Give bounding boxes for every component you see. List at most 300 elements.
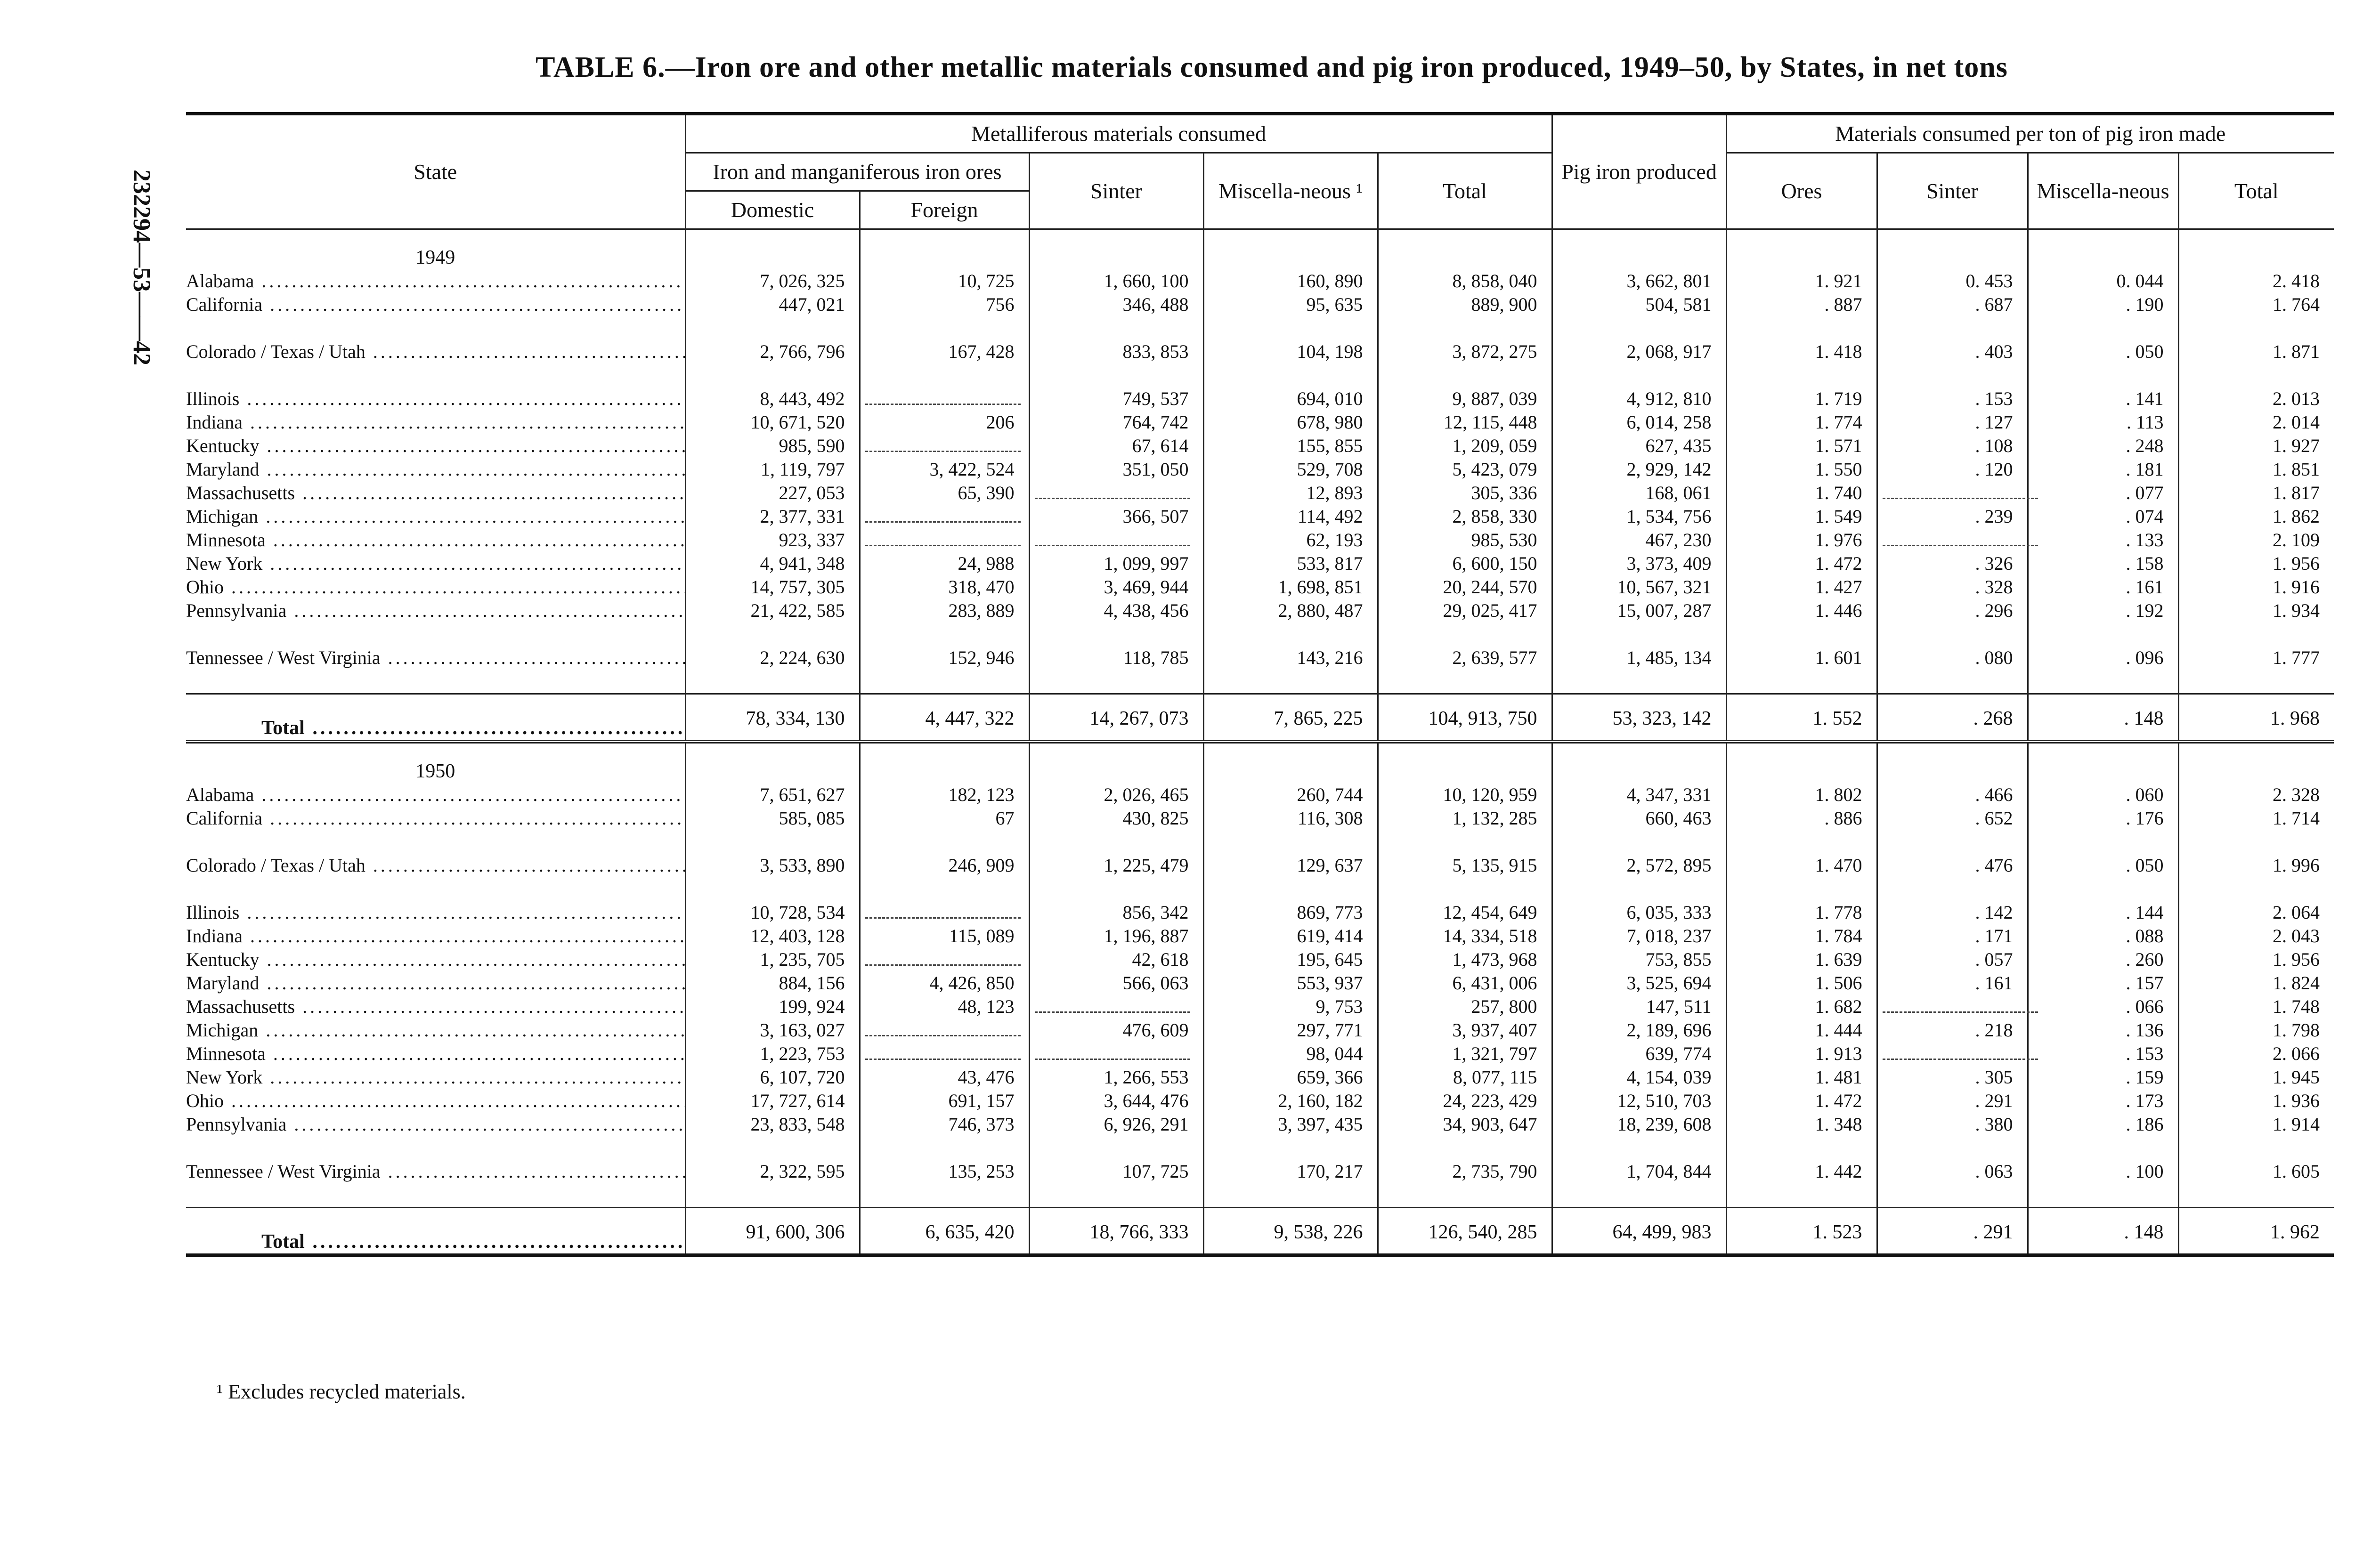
cell-sinter: 749, 537 [1029, 387, 1203, 411]
cell-foreign: 167, 428 [860, 316, 1029, 387]
cell-misc: 553, 937 [1203, 971, 1378, 995]
cell-total2: 2. 328 [2178, 783, 2334, 807]
cell-sinter2: . 476 [1877, 830, 2028, 901]
empty-cell-dashes [865, 1059, 1021, 1060]
cell-pig: 168, 061 [1552, 481, 1726, 505]
header-metalliferous: Metalliferous materials consumed [685, 114, 1552, 153]
cell-misc: 694, 010 [1203, 387, 1378, 411]
table-title: TABLE 6.—Iron ore and other metallic materials consumed and pig iron produced, 1949–50, by States, in net tons [536, 51, 2008, 83]
table-row [186, 434, 2334, 458]
cell-foreign: 43, 476 [860, 1066, 1029, 1089]
cell-domestic: 1, 119, 797 [685, 458, 860, 481]
cell-misc: 116, 308 [1203, 807, 1378, 830]
cell-sinter2: . 063 [1877, 1136, 2028, 1208]
cell-sinter2: . 161 [1877, 971, 2028, 995]
cell-total: 5, 135, 915 [1378, 830, 1552, 901]
cell-total2: 2. 014 [2178, 411, 2334, 434]
cell-misc: 129, 637 [1203, 830, 1378, 901]
cell-total: 1, 321, 797 [1378, 1042, 1552, 1066]
cell-ores: 1. 446 [1726, 599, 1877, 622]
cell-total2: 1. 996 [2178, 830, 2334, 901]
cell-misc: 678, 980 [1203, 411, 1378, 434]
cell-misc2: . 159 [2028, 1066, 2178, 1089]
cell-foreign: 24, 988 [860, 552, 1029, 575]
cell-misc: 1, 698, 851 [1203, 575, 1378, 599]
state-name: Indiana ..... [186, 411, 685, 434]
cell-sinter2: . 380 [1877, 1113, 2028, 1136]
cell-sinter: 1, 196, 887 [1029, 924, 1203, 948]
total-cell-domestic: 91, 600, 306 [685, 1208, 860, 1255]
cell-ores: 1. 481 [1726, 1066, 1877, 1089]
total-cell-total2: 1. 968 [2178, 694, 2334, 742]
cell-misc: 260, 744 [1203, 783, 1378, 807]
table-row [186, 269, 2334, 293]
cell-misc: 95, 635 [1203, 293, 1378, 316]
cell-ores: 1. 472 [1726, 1089, 1877, 1113]
cell-total: 889, 900 [1378, 293, 1552, 316]
cell-total2: 1. 824 [2178, 971, 2334, 995]
cell-total2: 1. 956 [2178, 552, 2334, 575]
cell-misc: 9, 753 [1203, 995, 1378, 1018]
cell-foreign: 746, 373 [860, 1113, 1029, 1136]
total-cell-domestic: 78, 334, 130 [685, 694, 860, 742]
total-cell-sinter2: . 291 [1877, 1208, 2028, 1255]
table-row [186, 1066, 2334, 1089]
state-name: Colorado / Texas / Utah ..... [186, 316, 685, 387]
cell-misc: 160, 890 [1203, 269, 1378, 293]
cell-total2: 2. 013 [2178, 387, 2334, 411]
cell-total: 9, 887, 039 [1378, 387, 1552, 411]
total-cell-sinter2: . 268 [1877, 694, 2028, 742]
cell-sinter2: . 291 [1877, 1089, 2028, 1113]
header-ores: Ores [1726, 153, 1877, 229]
cell-misc2: . 176 [2028, 807, 2178, 830]
cell-pig: 6, 014, 258 [1552, 411, 1726, 434]
cell-sinter2: . 108 [1877, 434, 2028, 458]
cell-total2: 1. 927 [2178, 434, 2334, 458]
cell-domestic: 199, 924 [685, 995, 860, 1018]
cell-foreign: 206 [860, 411, 1029, 434]
cell-sinter [1029, 481, 1203, 505]
state-name: Indiana ..... [186, 924, 685, 948]
cell-pig: 4, 912, 810 [1552, 387, 1726, 411]
table-row [186, 1113, 2334, 1136]
table-row [186, 552, 2334, 575]
cell-total2: 1. 605 [2178, 1136, 2334, 1208]
table-row [186, 807, 2334, 830]
cell-domestic: 2, 224, 630 [685, 622, 860, 694]
cell-total2: 1. 777 [2178, 622, 2334, 694]
table-row [186, 995, 2334, 1018]
cell-sinter2: . 127 [1877, 411, 2028, 434]
cell-misc2: . 192 [2028, 599, 2178, 622]
cell-ores: 1. 719 [1726, 387, 1877, 411]
cell-pig: 6, 035, 333 [1552, 901, 1726, 924]
year-label: 1949 [415, 247, 455, 268]
cell-pig: 12, 510, 703 [1552, 1089, 1726, 1113]
state-name: Tennessee / West Virginia ..... [186, 622, 685, 694]
cell-ores: 1. 802 [1726, 783, 1877, 807]
cell-domestic: 3, 533, 890 [685, 830, 860, 901]
header-foreign: Foreign [860, 191, 1029, 229]
header-sinter-per-ton: Sinter [1877, 153, 2028, 229]
total-cell-total: 104, 913, 750 [1378, 694, 1552, 742]
cell-total: 6, 431, 006 [1378, 971, 1552, 995]
cell-pig: 7, 018, 237 [1552, 924, 1726, 948]
cell-foreign: 182, 123 [860, 783, 1029, 807]
state-name: Pennsylvania ..... [186, 1113, 685, 1136]
cell-pig: 3, 373, 409 [1552, 552, 1726, 575]
cell-sinter2: . 296 [1877, 599, 2028, 622]
cell-ores: 1. 348 [1726, 1113, 1877, 1136]
total-cell-foreign: 6, 635, 420 [860, 1208, 1029, 1255]
cell-sinter2: . 153 [1877, 387, 2028, 411]
cell-sinter: 1, 266, 553 [1029, 1066, 1203, 1089]
table-row [186, 1089, 2334, 1113]
cell-domestic: 2, 322, 595 [685, 1136, 860, 1208]
cell-misc: 170, 217 [1203, 1136, 1378, 1208]
cell-total: 2, 858, 330 [1378, 505, 1552, 528]
cell-pig: 15, 007, 287 [1552, 599, 1726, 622]
cell-misc: 2, 160, 182 [1203, 1089, 1378, 1113]
cell-pig: 147, 511 [1552, 995, 1726, 1018]
cell-misc2: . 190 [2028, 293, 2178, 316]
state-name: California ..... [186, 807, 685, 830]
cell-domestic: 17, 727, 614 [685, 1089, 860, 1113]
cell-misc: 297, 771 [1203, 1018, 1378, 1042]
cell-pig: 1, 534, 756 [1552, 505, 1726, 528]
table-row [186, 1042, 2334, 1066]
cell-pig: 2, 068, 917 [1552, 316, 1726, 387]
cell-sinter: 107, 725 [1029, 1136, 1203, 1208]
cell-sinter: 430, 825 [1029, 807, 1203, 830]
cell-sinter2: . 403 [1877, 316, 2028, 387]
state-name: New York ..... [186, 552, 685, 575]
cell-total: 2, 735, 790 [1378, 1136, 1552, 1208]
cell-misc: 533, 817 [1203, 552, 1378, 575]
table-row [186, 458, 2334, 481]
cell-misc2: . 074 [2028, 505, 2178, 528]
cell-ores: 1. 444 [1726, 1018, 1877, 1042]
cell-ores: 1. 639 [1726, 948, 1877, 971]
state-name: Michigan ..... [186, 1018, 685, 1042]
cell-foreign [860, 948, 1029, 971]
cell-sinter2 [1877, 1042, 2028, 1066]
cell-total2: 2. 043 [2178, 924, 2334, 948]
cell-ores: 1. 784 [1726, 924, 1877, 948]
cell-total: 1, 132, 285 [1378, 807, 1552, 830]
cell-foreign [860, 1042, 1029, 1066]
table-row [186, 575, 2334, 599]
cell-sinter2: . 305 [1877, 1066, 2028, 1089]
empty-cell-dashes [865, 404, 1021, 405]
total-cell-pig: 53, 323, 142 [1552, 694, 1726, 742]
cell-sinter2: . 057 [1877, 948, 2028, 971]
cell-ores: 1. 442 [1726, 1136, 1877, 1208]
cell-misc2: . 050 [2028, 830, 2178, 901]
cell-sinter2: . 218 [1877, 1018, 2028, 1042]
printer-code: 232294—53——42 [128, 170, 155, 365]
table-row [186, 411, 2334, 434]
cell-sinter: 6, 926, 291 [1029, 1113, 1203, 1136]
cell-pig: 3, 662, 801 [1552, 269, 1726, 293]
cell-foreign [860, 505, 1029, 528]
cell-foreign: 3, 422, 524 [860, 458, 1029, 481]
cell-misc2: . 141 [2028, 387, 2178, 411]
cell-total2: 1. 748 [2178, 995, 2334, 1018]
cell-misc2: . 066 [2028, 995, 2178, 1018]
cell-misc: 155, 855 [1203, 434, 1378, 458]
header-domestic: Domestic [685, 191, 860, 229]
cell-ores: 1. 976 [1726, 528, 1877, 552]
state-name: Alabama ..... [186, 269, 685, 293]
cell-ores: 1. 921 [1726, 269, 1877, 293]
state-name: Kentucky ..... [186, 948, 685, 971]
total-cell-foreign: 4, 447, 322 [860, 694, 1029, 742]
cell-total2: 1. 714 [2178, 807, 2334, 830]
cell-sinter2: . 466 [1877, 783, 2028, 807]
cell-domestic: 7, 651, 627 [685, 783, 860, 807]
cell-total2: 1. 945 [2178, 1066, 2334, 1089]
cell-sinter2: . 171 [1877, 924, 2028, 948]
cell-misc: 195, 645 [1203, 948, 1378, 971]
empty-cell-dashes [865, 1035, 1021, 1036]
table-row [186, 1018, 2334, 1042]
empty-cell-dashes [1035, 1059, 1190, 1060]
cell-foreign [860, 434, 1029, 458]
cell-sinter2: . 687 [1877, 293, 2028, 316]
cell-misc2: . 100 [2028, 1136, 2178, 1208]
empty-cell-dashes [865, 521, 1021, 523]
cell-ores: . 887 [1726, 293, 1877, 316]
cell-misc2: . 096 [2028, 622, 2178, 694]
cell-domestic: 985, 590 [685, 434, 860, 458]
cell-total: 8, 077, 115 [1378, 1066, 1552, 1089]
cell-misc: 3, 397, 435 [1203, 1113, 1378, 1136]
cell-total: 305, 336 [1378, 481, 1552, 505]
empty-cell-dashes [1035, 498, 1190, 499]
state-name: Alabama ..... [186, 783, 685, 807]
total-cell-misc2: . 148 [2028, 694, 2178, 742]
cell-total2: 1. 817 [2178, 481, 2334, 505]
cell-sinter: 1, 099, 997 [1029, 552, 1203, 575]
header-state: State [186, 114, 685, 229]
state-name: Maryland ..... [186, 971, 685, 995]
total-cell-sinter: 18, 766, 333 [1029, 1208, 1203, 1255]
cell-sinter: 1, 660, 100 [1029, 269, 1203, 293]
state-name: New York ..... [186, 1066, 685, 1089]
cell-misc2: . 113 [2028, 411, 2178, 434]
cell-domestic: 3, 163, 027 [685, 1018, 860, 1042]
cell-sinter: 476, 609 [1029, 1018, 1203, 1042]
cell-sinter: 856, 342 [1029, 901, 1203, 924]
total-cell-misc: 9, 538, 226 [1203, 1208, 1378, 1255]
header-total-per-ton: Total [2178, 153, 2334, 229]
table-row [186, 783, 2334, 807]
cell-total: 257, 800 [1378, 995, 1552, 1018]
state-name: Ohio ..... [186, 1089, 685, 1113]
cell-domestic: 1, 235, 705 [685, 948, 860, 971]
cell-total: 8, 858, 040 [1378, 269, 1552, 293]
cell-total2: 2. 064 [2178, 901, 2334, 924]
table-row [186, 971, 2334, 995]
cell-domestic: 23, 833, 548 [685, 1113, 860, 1136]
cell-total: 3, 937, 407 [1378, 1018, 1552, 1042]
cell-domestic: 2, 377, 331 [685, 505, 860, 528]
cell-foreign: 115, 089 [860, 924, 1029, 948]
cell-total2: 1. 936 [2178, 1089, 2334, 1113]
cell-sinter [1029, 528, 1203, 552]
cell-domestic: 923, 337 [685, 528, 860, 552]
state-name: California ..... [186, 293, 685, 316]
state-name: Pennsylvania ..... [186, 599, 685, 622]
cell-ores: 1. 774 [1726, 411, 1877, 434]
cell-foreign: 756 [860, 293, 1029, 316]
empty-cell-dashes [865, 451, 1021, 452]
cell-domestic: 6, 107, 720 [685, 1066, 860, 1089]
cell-sinter2: . 080 [1877, 622, 2028, 694]
cell-sinter2: . 328 [1877, 575, 2028, 599]
header-pig-iron: Pig iron produced [1552, 114, 1726, 229]
total-cell-ores: 1. 552 [1726, 694, 1877, 742]
cell-misc: 143, 216 [1203, 622, 1378, 694]
cell-total: 6, 600, 150 [1378, 552, 1552, 575]
cell-sinter: 118, 785 [1029, 622, 1203, 694]
empty-cell-dashes [1883, 498, 2038, 499]
table-row [186, 293, 2334, 316]
cell-total2: 2. 418 [2178, 269, 2334, 293]
cell-domestic: 585, 085 [685, 807, 860, 830]
cell-foreign [860, 1018, 1029, 1042]
footnote: ¹ Excludes recycled materials. [217, 1380, 466, 1403]
cell-misc2: . 136 [2028, 1018, 2178, 1042]
cell-misc2: . 260 [2028, 948, 2178, 971]
cell-sinter: 3, 469, 944 [1029, 575, 1203, 599]
cell-sinter: 42, 618 [1029, 948, 1203, 971]
cell-total2: 2. 066 [2178, 1042, 2334, 1066]
empty-cell-dashes [1883, 545, 2038, 546]
cell-ores: 1. 682 [1726, 995, 1877, 1018]
cell-sinter: 351, 050 [1029, 458, 1203, 481]
table-row [186, 924, 2334, 948]
cell-domestic: 10, 728, 534 [685, 901, 860, 924]
table-row [186, 622, 2334, 694]
cell-domestic: 1, 223, 753 [685, 1042, 860, 1066]
empty-cell-dashes [1035, 545, 1190, 546]
cell-sinter [1029, 1042, 1203, 1066]
cell-pig: 3, 525, 694 [1552, 971, 1726, 995]
cell-total: 14, 334, 518 [1378, 924, 1552, 948]
total-row [186, 1208, 2334, 1255]
cell-sinter: 2, 026, 465 [1029, 783, 1203, 807]
cell-domestic: 12, 403, 128 [685, 924, 860, 948]
cell-total: 29, 025, 417 [1378, 599, 1552, 622]
cell-misc2: . 186 [2028, 1113, 2178, 1136]
cell-total2: 1. 851 [2178, 458, 2334, 481]
cell-ores: . 886 [1726, 807, 1877, 830]
cell-sinter: 366, 507 [1029, 505, 1203, 528]
cell-sinter2: 0. 453 [1877, 269, 2028, 293]
table-row [186, 387, 2334, 411]
cell-ores: 1. 549 [1726, 505, 1877, 528]
cell-sinter2: . 120 [1877, 458, 2028, 481]
cell-sinter: 833, 853 [1029, 316, 1203, 387]
cell-misc2: . 153 [2028, 1042, 2178, 1066]
cell-pig: 639, 774 [1552, 1042, 1726, 1066]
cell-total2: 1. 916 [2178, 575, 2334, 599]
state-name: Tennessee / West Virginia ..... [186, 1136, 685, 1208]
cell-foreign: 10, 725 [860, 269, 1029, 293]
cell-total: 1, 473, 968 [1378, 948, 1552, 971]
cell-foreign: 691, 157 [860, 1089, 1029, 1113]
cell-misc: 104, 198 [1203, 316, 1378, 387]
cell-pig: 504, 581 [1552, 293, 1726, 316]
cell-misc: 869, 773 [1203, 901, 1378, 924]
cell-misc2: . 060 [2028, 783, 2178, 807]
cell-sinter: 764, 742 [1029, 411, 1203, 434]
cell-misc2: . 248 [2028, 434, 2178, 458]
total-label: Total ..... [186, 1208, 685, 1255]
cell-total: 12, 454, 649 [1378, 901, 1552, 924]
state-name: Colorado / Texas / Utah ..... [186, 830, 685, 901]
cell-misc2: . 157 [2028, 971, 2178, 995]
state-name: Illinois ..... [186, 901, 685, 924]
year-label: 1950 [415, 760, 455, 782]
cell-sinter: 1, 225, 479 [1029, 830, 1203, 901]
table-row [186, 830, 2334, 901]
state-name: Ohio ..... [186, 575, 685, 599]
empty-cell-dashes [865, 917, 1021, 919]
cell-ores: 1. 550 [1726, 458, 1877, 481]
cell-pig: 2, 189, 696 [1552, 1018, 1726, 1042]
cell-domestic: 10, 671, 520 [685, 411, 860, 434]
cell-domestic: 227, 053 [685, 481, 860, 505]
cell-foreign [860, 387, 1029, 411]
cell-domestic: 447, 021 [685, 293, 860, 316]
cell-pig: 18, 239, 608 [1552, 1113, 1726, 1136]
header-total: Total [1378, 153, 1552, 229]
cell-misc: 12, 893 [1203, 481, 1378, 505]
empty-cell-dashes [865, 964, 1021, 966]
cell-pig: 467, 230 [1552, 528, 1726, 552]
table-row [186, 316, 2334, 387]
cell-misc2: . 144 [2028, 901, 2178, 924]
empty-cell-dashes [1035, 1011, 1190, 1013]
cell-misc2: . 181 [2028, 458, 2178, 481]
state-name: Massachusetts ..... [186, 995, 685, 1018]
table-row [186, 505, 2334, 528]
cell-pig: 660, 463 [1552, 807, 1726, 830]
cell-pig: 753, 855 [1552, 948, 1726, 971]
cell-misc2: . 133 [2028, 528, 2178, 552]
cell-pig: 627, 435 [1552, 434, 1726, 458]
cell-sinter: 566, 063 [1029, 971, 1203, 995]
cell-misc2: 0. 044 [2028, 269, 2178, 293]
state-name: Kentucky ..... [186, 434, 685, 458]
cell-total: 10, 120, 959 [1378, 783, 1552, 807]
total-cell-sinter: 14, 267, 073 [1029, 694, 1203, 742]
cell-sinter: 4, 438, 456 [1029, 599, 1203, 622]
cell-ores: 1. 472 [1726, 552, 1877, 575]
cell-sinter2: . 326 [1877, 552, 2028, 575]
cell-sinter2 [1877, 481, 2028, 505]
cell-misc2: . 077 [2028, 481, 2178, 505]
cell-foreign: 152, 946 [860, 622, 1029, 694]
cell-sinter: 346, 488 [1029, 293, 1203, 316]
cell-ores: 1. 506 [1726, 971, 1877, 995]
table-row [186, 599, 2334, 622]
total-cell-total2: 1. 962 [2178, 1208, 2334, 1255]
